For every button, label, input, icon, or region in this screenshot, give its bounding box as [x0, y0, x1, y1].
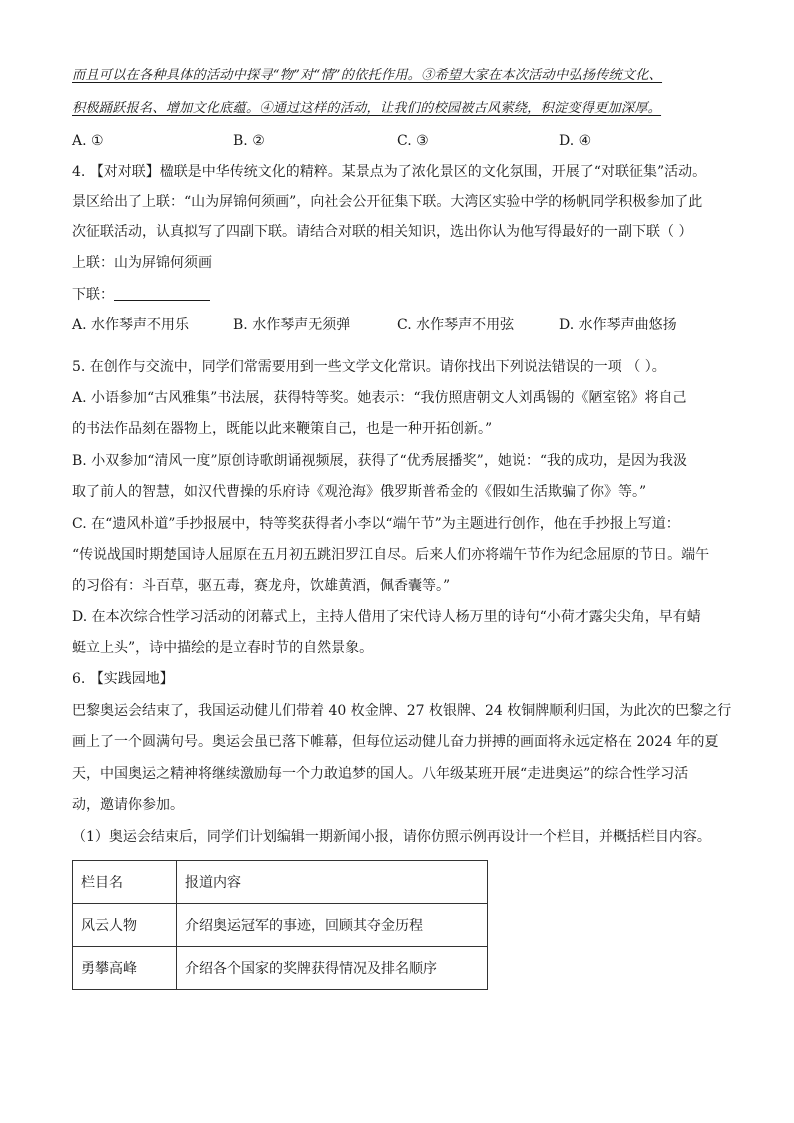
table-header-cell: 栏目名 [73, 861, 177, 904]
q5-option-d-line-1: D. 在本次综合性学习活动的闭幕式上，主持人借用了宋代诗人杨万里的诗句“小荷才露尖尖角，早有蜻 [72, 609, 701, 625]
q3-option-b: B. ② [233, 133, 265, 149]
q6-paragraph-line-4: 动，邀请你参加。 [72, 797, 184, 813]
q5-option-c-line-1: C. 在“遗风朴道”手抄报展中，特等奖获得者小李以“端午节”为主题进行创作，他在手抄报上写道： [72, 516, 680, 532]
q5-option-d-line-2: 蜓立上头”，诗中描绘的是立春时节的自然景象。 [72, 640, 374, 656]
q3-option-a: A. ① [72, 133, 104, 149]
q3-option-c: C. ③ [397, 133, 429, 149]
table-cell: 介绍各个国家的奖牌获得情况及排名顺序 [177, 947, 488, 990]
q6-paragraph-line-2: 画上了一个圆满句号。奥运会虽已落下帷幕，但每位运动健儿奋力拼搏的画面将永远定格在 2024 年的夏 [72, 734, 719, 750]
q6-title: 6. 【实践园地】 [72, 671, 174, 687]
q4-line-3: 次征联活动，认真拟写了四副下联。请结合对联的相关知识，选出你认为他写得最好的一副下联（ ） [72, 224, 693, 240]
q5-option-c-line-3: 的习俗有：斗百草，驱五毒，赛龙舟，饮雄黄酒，佩香囊等。” [72, 578, 451, 594]
q5-option-b-line-1: B. 小双参加“清风一度”原创诗歌朗诵视频展，获得了“优秀展播奖”，她说：“我的成功，是因为我汲 [72, 453, 687, 469]
table-row [73, 947, 488, 990]
q5-option-c-line-2: “传说战国时期楚国诗人屈原在五月初五跳汨罗江自尽。后来人们亦将端午节作为纪念屈原的节日。端午 [72, 547, 710, 563]
q6-paragraph-line-1: 巴黎奥运会结束了，我国运动健儿们带着 40 枚金牌、27 枚银牌、24 枚铜牌顺利归国，为此次的巴黎之行 [72, 703, 732, 719]
handwritten-answer-line-2: 积极踊跃报名、增加文化底蕴。④通过这样的活动，让我们的校园被古风萦绕，积淀变得更加深厚。 [72, 101, 662, 116]
table-cell: 介绍奥运冠军的事迹，回顾其夺金历程 [177, 904, 488, 947]
answer-blank [114, 286, 210, 301]
q5-option-a-line-1: A. 小语参加“古风雅集”书法展，获得特等奖。她表示：“我仿照唐朝文人刘禹锡的《陋室铭》将自己 [72, 390, 687, 406]
q4-lower-couplet [72, 285, 210, 305]
q4-line-2: 景区给出了上联：“山为屏锦何须画”，向社会公开征集下联。大湾区实验中学的杨帆同学积极参加了此 [72, 194, 703, 210]
q5-option-b-line-2: 取了前人的智慧，如汉代曹操的乐府诗《观沧海》俄罗斯普希金的《假如生活欺骗了你》等。” [72, 484, 647, 500]
q6-subquestion-1: （1）奥运会结束后，同学们计划编辑一期新闻小报，请你仿照示例再设计一个栏目，并概括栏目内容。 [72, 829, 711, 845]
table-header-cell: 报道内容 [177, 861, 488, 904]
q4-upper-couplet: 上联：山为屏锦何须画 [72, 255, 212, 271]
table-cell: 勇攀高峰 [73, 947, 177, 990]
q5-stem: 5. 在创作与交流中，同学们常需要用到一些文学文化常识。请你找出下列说法错误的一项 （ ）。 [72, 359, 666, 375]
table-row [73, 904, 488, 947]
q4-option-c: C. 水作琴声不用弦 [397, 317, 515, 333]
q4-option-d: D. 水作琴声曲悠扬 [559, 317, 677, 333]
q3-option-d: D. ④ [559, 133, 592, 149]
q4-line-1: 4. 【对对联】楹联是中华传统文化的精粹。某景点为了浓化景区的文化氛围，开展了“对联征集”活动。 [72, 164, 707, 180]
q4-option-a: A. 水作琴声不用乐 [72, 317, 190, 333]
handwritten-answer-line-1: 而且可以在各种具体的活动中探寻“物”对“情”的依托作用。③希望大家在本次活动中弘扬传统文化、 [72, 68, 663, 83]
q6-paragraph-line-3: 天，中国奥运之精神将继续激励每一个力敢追梦的国人。八年级某班开展“走进奥运”的综合性学习活 [72, 766, 689, 782]
table-cell: 风云人物 [73, 904, 177, 947]
q4-option-b: B. 水作琴声无须弹 [233, 317, 351, 333]
column-table [72, 860, 488, 990]
table-header-row [73, 861, 488, 904]
q5-option-a-line-2: 的书法作品刻在器物上，既能以此来鞭策自己，也是一种开拓创新。” [72, 421, 493, 437]
q4-lower-label: 下联： [72, 287, 114, 303]
